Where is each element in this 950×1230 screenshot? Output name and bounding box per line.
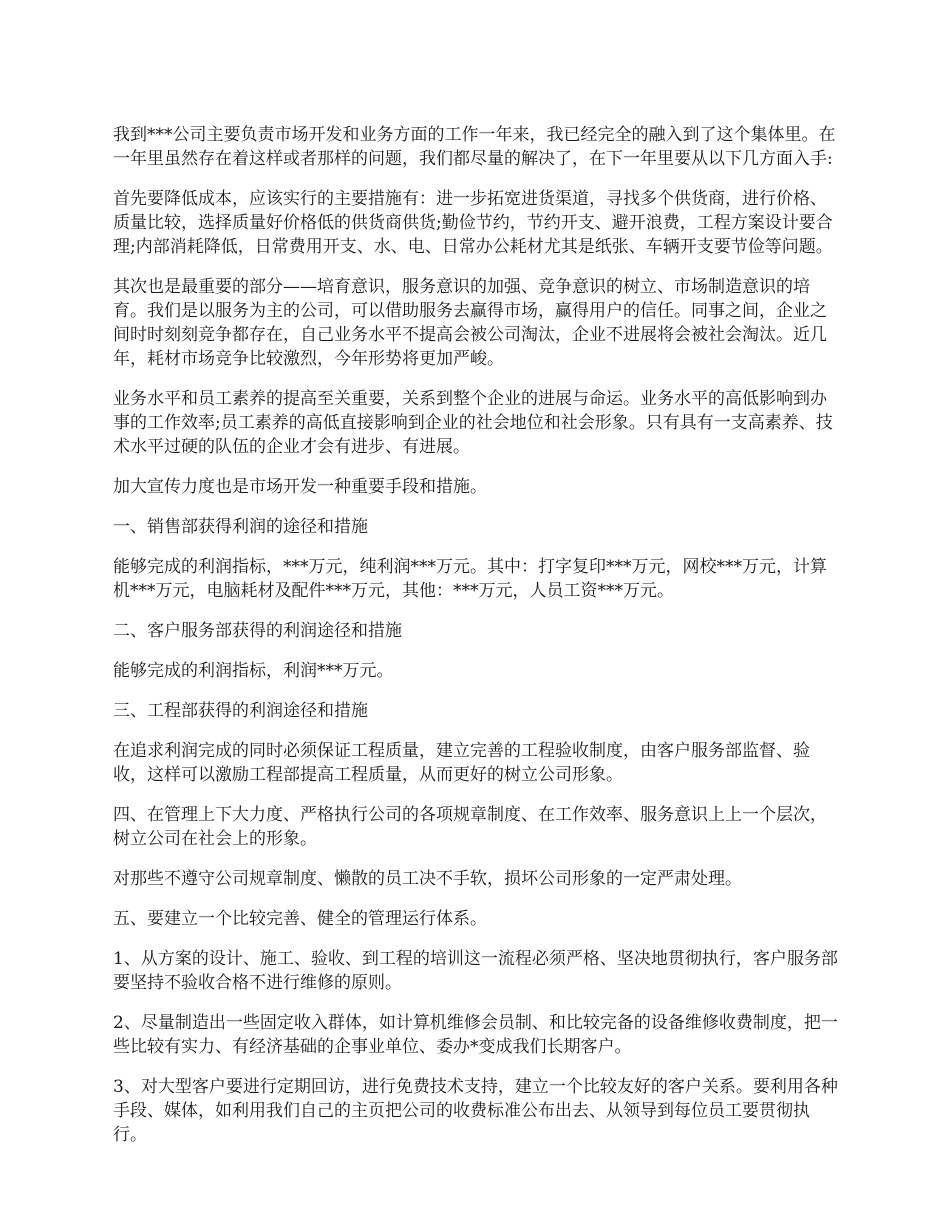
heading-sales-dept: 一、销售部获得利润的途径和措施 xyxy=(113,517,368,537)
heading-customer-service: 二、客户服务部获得的利润途径和措施 xyxy=(113,621,402,641)
paragraph-engineering-quality: 在追求利润完成的同时必须保证工程质量，建立完善的工程验收制度，由客户服务部监督、验收，这样可以激励工程部提高工程质量，从而更好的树立公司形象。 xyxy=(113,741,810,785)
paragraph-publicity: 加大宣传力度也是市场开发一种重要手段和措施。 xyxy=(113,477,487,497)
heading-management-system: 五、要建立一个比较完善、健全的管理运行体系。 xyxy=(113,909,487,929)
paragraph-sales-profit: 能够完成的利润指标，***万元，纯利润***万元。其中：打字复印***万元，网校***万元，计算机***万元，电脑耗材及配件***万元，其他：***万元，人员工资***万元。 xyxy=(113,557,827,601)
heading-engineering: 三、工程部获得的利润途径和措施 xyxy=(113,701,368,721)
paragraph-awareness: 其次也是最重要的部分——培育意识，服务意识的加强、竞争意识的树立、市场制造意识的培育。我们是以服务为主的公司，可以借助服务去赢得市场，赢得用户的信任。同事之间，企业之间时时刻刻竞争都存在，自己业务水平不提高会被公司淘汰，企业不进展将会被社会淘汰。近几年，耗材市场竞争比较激烈，今年形势将更加严峻。 xyxy=(113,277,827,369)
heading-management: 四、在管理上下大力度、严格执行公司的各项规章制度、在工作效率、服务意识上上一个层次，树立公司在社会上的形象。 xyxy=(113,805,827,849)
list-item-3: 3、对大型客户要进行定期回访，进行免费技术支持，建立一个比较友好的客户关系。要利用各种手段、媒体，如利用我们自己的主页把公司的收费标准公布出去、从领导到每位员工要贯彻执行。 xyxy=(113,1077,838,1145)
paragraph-intro: 我到***公司主要负责市场开发和业务方面的工作一年来，我已经完全的融入到了这个集体里。在一年里虽然存在着这样或者那样的问题，我们都尽量的解决了，在下一年里要从以下几方面入手: xyxy=(113,125,836,169)
paragraph-cost-reduction: 首先要降低成本，应该实行的主要措施有：进一步拓宽进货渠道，寻找多个供货商，进行价格、质量比较，选择质量好价格低的供货商供货;勤俭节约，节约开支、避开浪费，工程方案设计要合理;内部消耗降低，日常费用开支、水、电、日常办公耗材尤其是纸张、车辆开支要节俭等问题。 xyxy=(113,189,833,257)
paragraph-service-profit: 能够完成的利润指标，利润***万元。 xyxy=(113,661,394,681)
document-body xyxy=(113,123,840,1163)
list-item-2: 2、尽量制造出一些固定收入群体，如计算机维修会员制、和比较完备的设备维修收费制度，把一些比较有实力、有经济基础的企事业单位、委办*变成我们长期客户。 xyxy=(113,1013,838,1057)
paragraph-staff-quality: 业务水平和员工素养的提高至关重要，关系到整个企业的进展与命运。业务水平的高低影响到办事的工作效率;员工素养的高低直接影响到企业的社会地位和社会形象。只有具有一支高素养、技术水平过硬的队伍的企业才会有进步、有进展。 xyxy=(113,389,833,457)
paragraph-discipline: 对那些不遵守公司规章制度、懒散的员工决不手软，损坏公司形象的一定严肃处理。 xyxy=(113,869,742,889)
list-item-1: 1、从方案的设计、施工、验收、到工程的培训这一流程必须严格、坚决地贯彻执行，客户服务部要坚持不验收合格不进行维修的原则。 xyxy=(113,949,838,993)
